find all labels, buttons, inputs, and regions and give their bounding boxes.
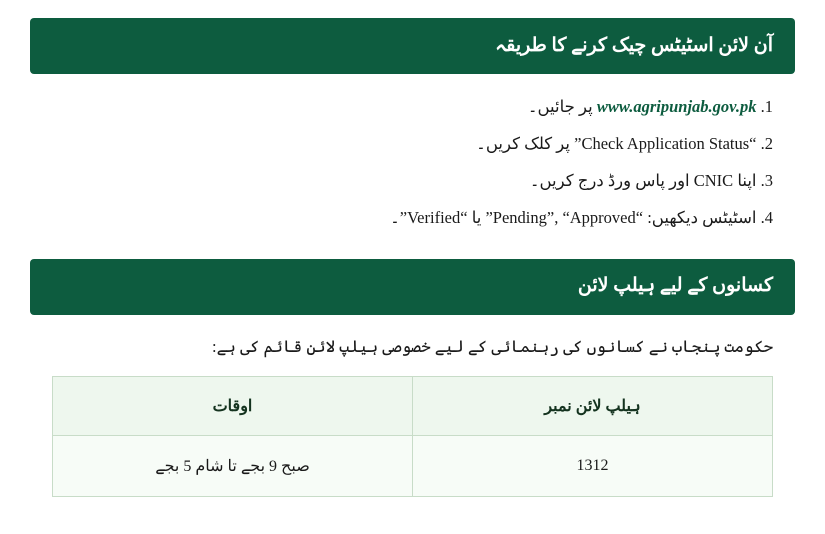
helpline-table: [52, 376, 773, 497]
step-number: 1.: [760, 97, 773, 116]
step-number: 4.: [760, 208, 773, 228]
table-header-row: [53, 376, 773, 435]
list-item: [52, 88, 773, 125]
status-check-steps-list: [30, 74, 795, 237]
list-item: [52, 125, 773, 162]
step-text: اپنا CNIC اور پاس ورڈ درج کریں۔: [529, 171, 757, 191]
table-row: [53, 435, 773, 496]
step-text: اسٹیٹس دیکھیں: “Pending”, “Approved” یا “Verified”۔: [390, 208, 757, 228]
step-text: “Check Application Status” پر کلک کریں۔: [476, 134, 757, 154]
column-header-timings: اوقات: [53, 376, 413, 435]
section-title-helpline: کسانوں کے لیے ہیلپ لائن: [577, 275, 773, 297]
section-header-status-check: [30, 18, 795, 74]
section-spacer: [30, 237, 795, 259]
cell-timings: صبح 9 بجے تا شام 5 بجے: [53, 435, 413, 496]
section-title-status-check: آن لائن اسٹیٹس چیک کرنے کا طریقہ: [495, 34, 773, 56]
section-header-helpline: [30, 259, 795, 315]
list-item: [52, 199, 773, 236]
step-number: 2.: [760, 134, 773, 154]
helpline-intro-text: حکومت پنجاب نے کسانوں کی رہنمائی کے لیے خصوصی ہیلپ لائن قائم کی ہے:: [212, 336, 773, 356]
cell-helpline-number: 1312: [413, 435, 773, 496]
step-number: 3.: [760, 171, 773, 191]
list-item: [52, 162, 773, 199]
column-header-helpline-number: ہیلپ لائن نمبر: [413, 376, 773, 435]
agripunjab-link[interactable]: www.agripunjab.gov.pk: [596, 97, 757, 116]
step-text: پر جائیں۔: [527, 97, 597, 116]
